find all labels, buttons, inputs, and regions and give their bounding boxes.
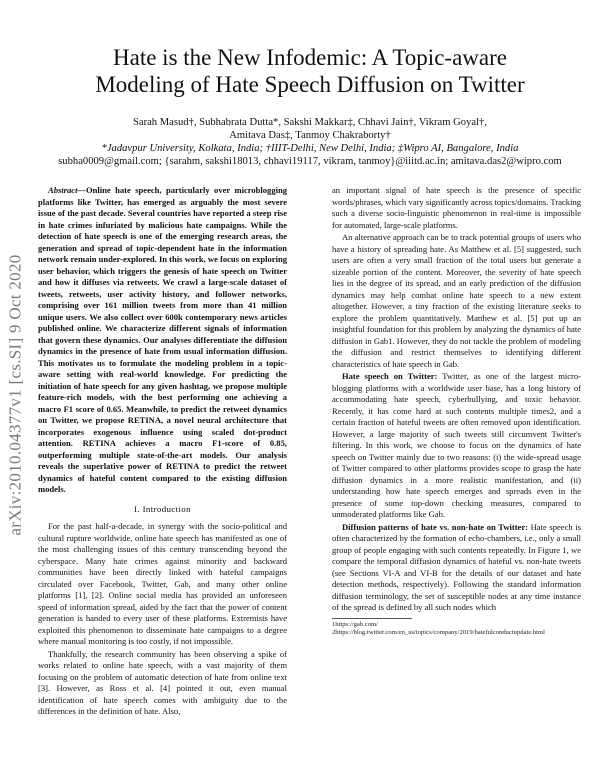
author-emails: subha0009@gmail.com; {sarahm, sakshi18013, chhavi19117, vikram, tanmoy}@iiitd.ac.in; amitava.das2@wipro.com [58, 156, 562, 167]
diffusion-paragraph [332, 522, 581, 614]
authors-line-1: Sarah Masud†, Subhabrata Dutta*, Sakshi Makkar‡, Chhavi Jain†, Vikram Goyal†, [132, 117, 487, 128]
section-heading-introduction: I. Introduction [134, 503, 191, 514]
footnote-1[interactable]: 1https://gab.com/ [332, 620, 378, 628]
intro-paragraph-2: Thankfully, the research community has been observing a spike of works related to online hate speech, with a vast majority of them focusing on the problem of automatic detection of hate from online text [3]. However, as Ross et al. [4] pointed it out, even manual identification of hate speech comes with ambiguity due to the differences in the definition of hate. Also, [38, 648, 287, 716]
affiliations: *Jadavpur University, Kolkata, India; †IIIT-Delhi, New Delhi, India; ‡Wipro AI, Bangalore, India [101, 143, 519, 154]
author-block [40, 116, 580, 168]
intro-paragraph-1: For the past half-a-decade, in synergy with the socio-political and cultural rupture worldwide, online hate speech has manifested as one of the most challenging issues of this century transcending beyond the cyberspace. Many hate crimes against minority and backward communities have been directly linked with hateful campaigns circulated over Facebook, Twitter, Gab, and many other online platforms [1], [2]. Online social media has provided an unforeseen speed of information spread, aided by the fact that the power of content generation is handed to every user of these platforms. Extremists have exploited this phenomenon to disseminate hate campaigns to a degree where manual monitoring is too costly, if not impossible. [38, 521, 287, 646]
abstract [38, 185, 287, 496]
twitter-paragraph-text: Twitter, as one of the largest micro-blogging platforms with a worldwide user base, has a long history of accommodating hate speech, cyberbullying, and toxic behavior. Recently, it has come hard at such contents multiple times2, and a certain fraction of hateful tweets are often removed upon identification. However, a large majority of such tweets still circumvent Twitter's filtering. In this work, we choose to focus on the dynamics of hate speech on Twitter mainly due to two reasons: (i) the wide-spread usage of Twitter compared to other platforms provides scope to grasp the hate diffusion dynamics in a more realistic manifestation, and (ii) understanding how hate speech emerges and spreads even in the presence of some top-down checking measures, compared to unmoderated platforms like Gab. [332, 371, 582, 519]
footnote-2[interactable]: 2https://blog.twitter.com/en_us/topics/company/2019/hatefulconductupdate.html [332, 629, 545, 637]
right-paragraph-2: An alternative approach can be to track potential groups of users who have a history of spreading hate. As Matthew et al. [5] suggested, such users are often a very small fraction of the total users but generate a sizeable portion of the content. Moreover, the severity of hate speech lies in the degree of its spread, and an early prediction of the diffusion dynamics may help combat online hate speech to a new extent altogether. However, a tiny fraction of the existing literature seeks to explore the problem quantitatively. Matthew et al. [5] put up an insightful foundation for this problem by analyzing the dynamics of hate diffusion in Gab1. However, they do not tackle the problem of modeling the diffusion and restrict themselves to identifying different characteristics of hate speech in Gab. [332, 232, 581, 369]
abstract-lead: Abstract— [48, 185, 86, 195]
authors-line-2: Amitava Das‡, Tanmoy Chakraborty† [229, 130, 391, 141]
diffusion-paragraph-head: Diffusion patterns of hate vs. non-hate on Twitter: [342, 521, 528, 532]
twitter-paragraph [332, 371, 581, 521]
arxiv-identifier: arXiv:2010.04377v1 [cs.SI] 9 Oct 2020 [6, 254, 25, 536]
twitter-paragraph-head: Hate speech on Twitter: [342, 371, 438, 381]
left-column [38, 185, 287, 719]
abstract-text: Online hate speech, particularly over microblogging platforms like Twitter, has emerged as arguably the most severe issue of the past decade. Several countries have reported a steep rise in hate crimes infuriated by malicious hate campaigns. While the detection of hate speech is one of the emerging research areas, the generation and spread of topic-dependent hate in the information network remain under-explored. In this work, we focus on exploring user behavior, which triggers the genesis of hate speech on Twitter and how it diffuses via retweets. We crawl a large-scale dataset of tweets, retweets, user activity history, and follower networks, comprising over 161 million tweets from more than 41 million unique users. We also collect over 600k contemporary news articles published online. We characterize different signals of information that govern these dynamics. Our analyses differentiate the diffusion dynamics in the presence of hate from usual information diffusion. This motivates us to formulate the modeling problem in a topic-aware setting with real-world knowledge. For predicting the initiation of hate speech for any given hashtag, we propose multiple feature-rich models, with the best performing one achieving a macro F1 score of 0.65. Meanwhile, to predict the retweet dynamics on Twitter, we propose RETINA, a novel neural architecture that incorporates exogenous influence using scaled dot-product attention. RETINA achieves a macro F1-score of 0.85, outperforming multiple state-of-the-art models. Our analysis reveals the superlative power of RETINA to predict the retweet dynamics of hateful content compared to the existing diffusion models. [38, 185, 287, 494]
paper-title [40, 44, 580, 98]
title-line-2: Modeling of Hate Speech Diffusion on Twitter [95, 72, 525, 97]
diffusion-paragraph-text: Hate speech is often characterized by the formation of echo-chambers, i.e., only a small group of people engaging with such contents repeatedly. In Figure 1, we compare the temporal diffusion dynamics of hateful vs. non-hate tweets (see Sections VI-A and VI-B for the details of our dataset and hate detection methods, respectively). Following the standard information diffusion terminology, the set of susceptible nodes at any time instance of the spread is defined by all such nodes which [332, 521, 581, 612]
title-line-1: Hate is the New Infodemic: A Topic-aware [113, 45, 507, 70]
right-paragraph-1: an important signal of hate speech is the presence of specific words/phrases, which vary significantly across topics/domains. Tracking such a diverse socio-linguistic phenomenon in real-time is impossible for automated, large-scale platforms. [332, 185, 581, 230]
right-column [332, 185, 581, 638]
